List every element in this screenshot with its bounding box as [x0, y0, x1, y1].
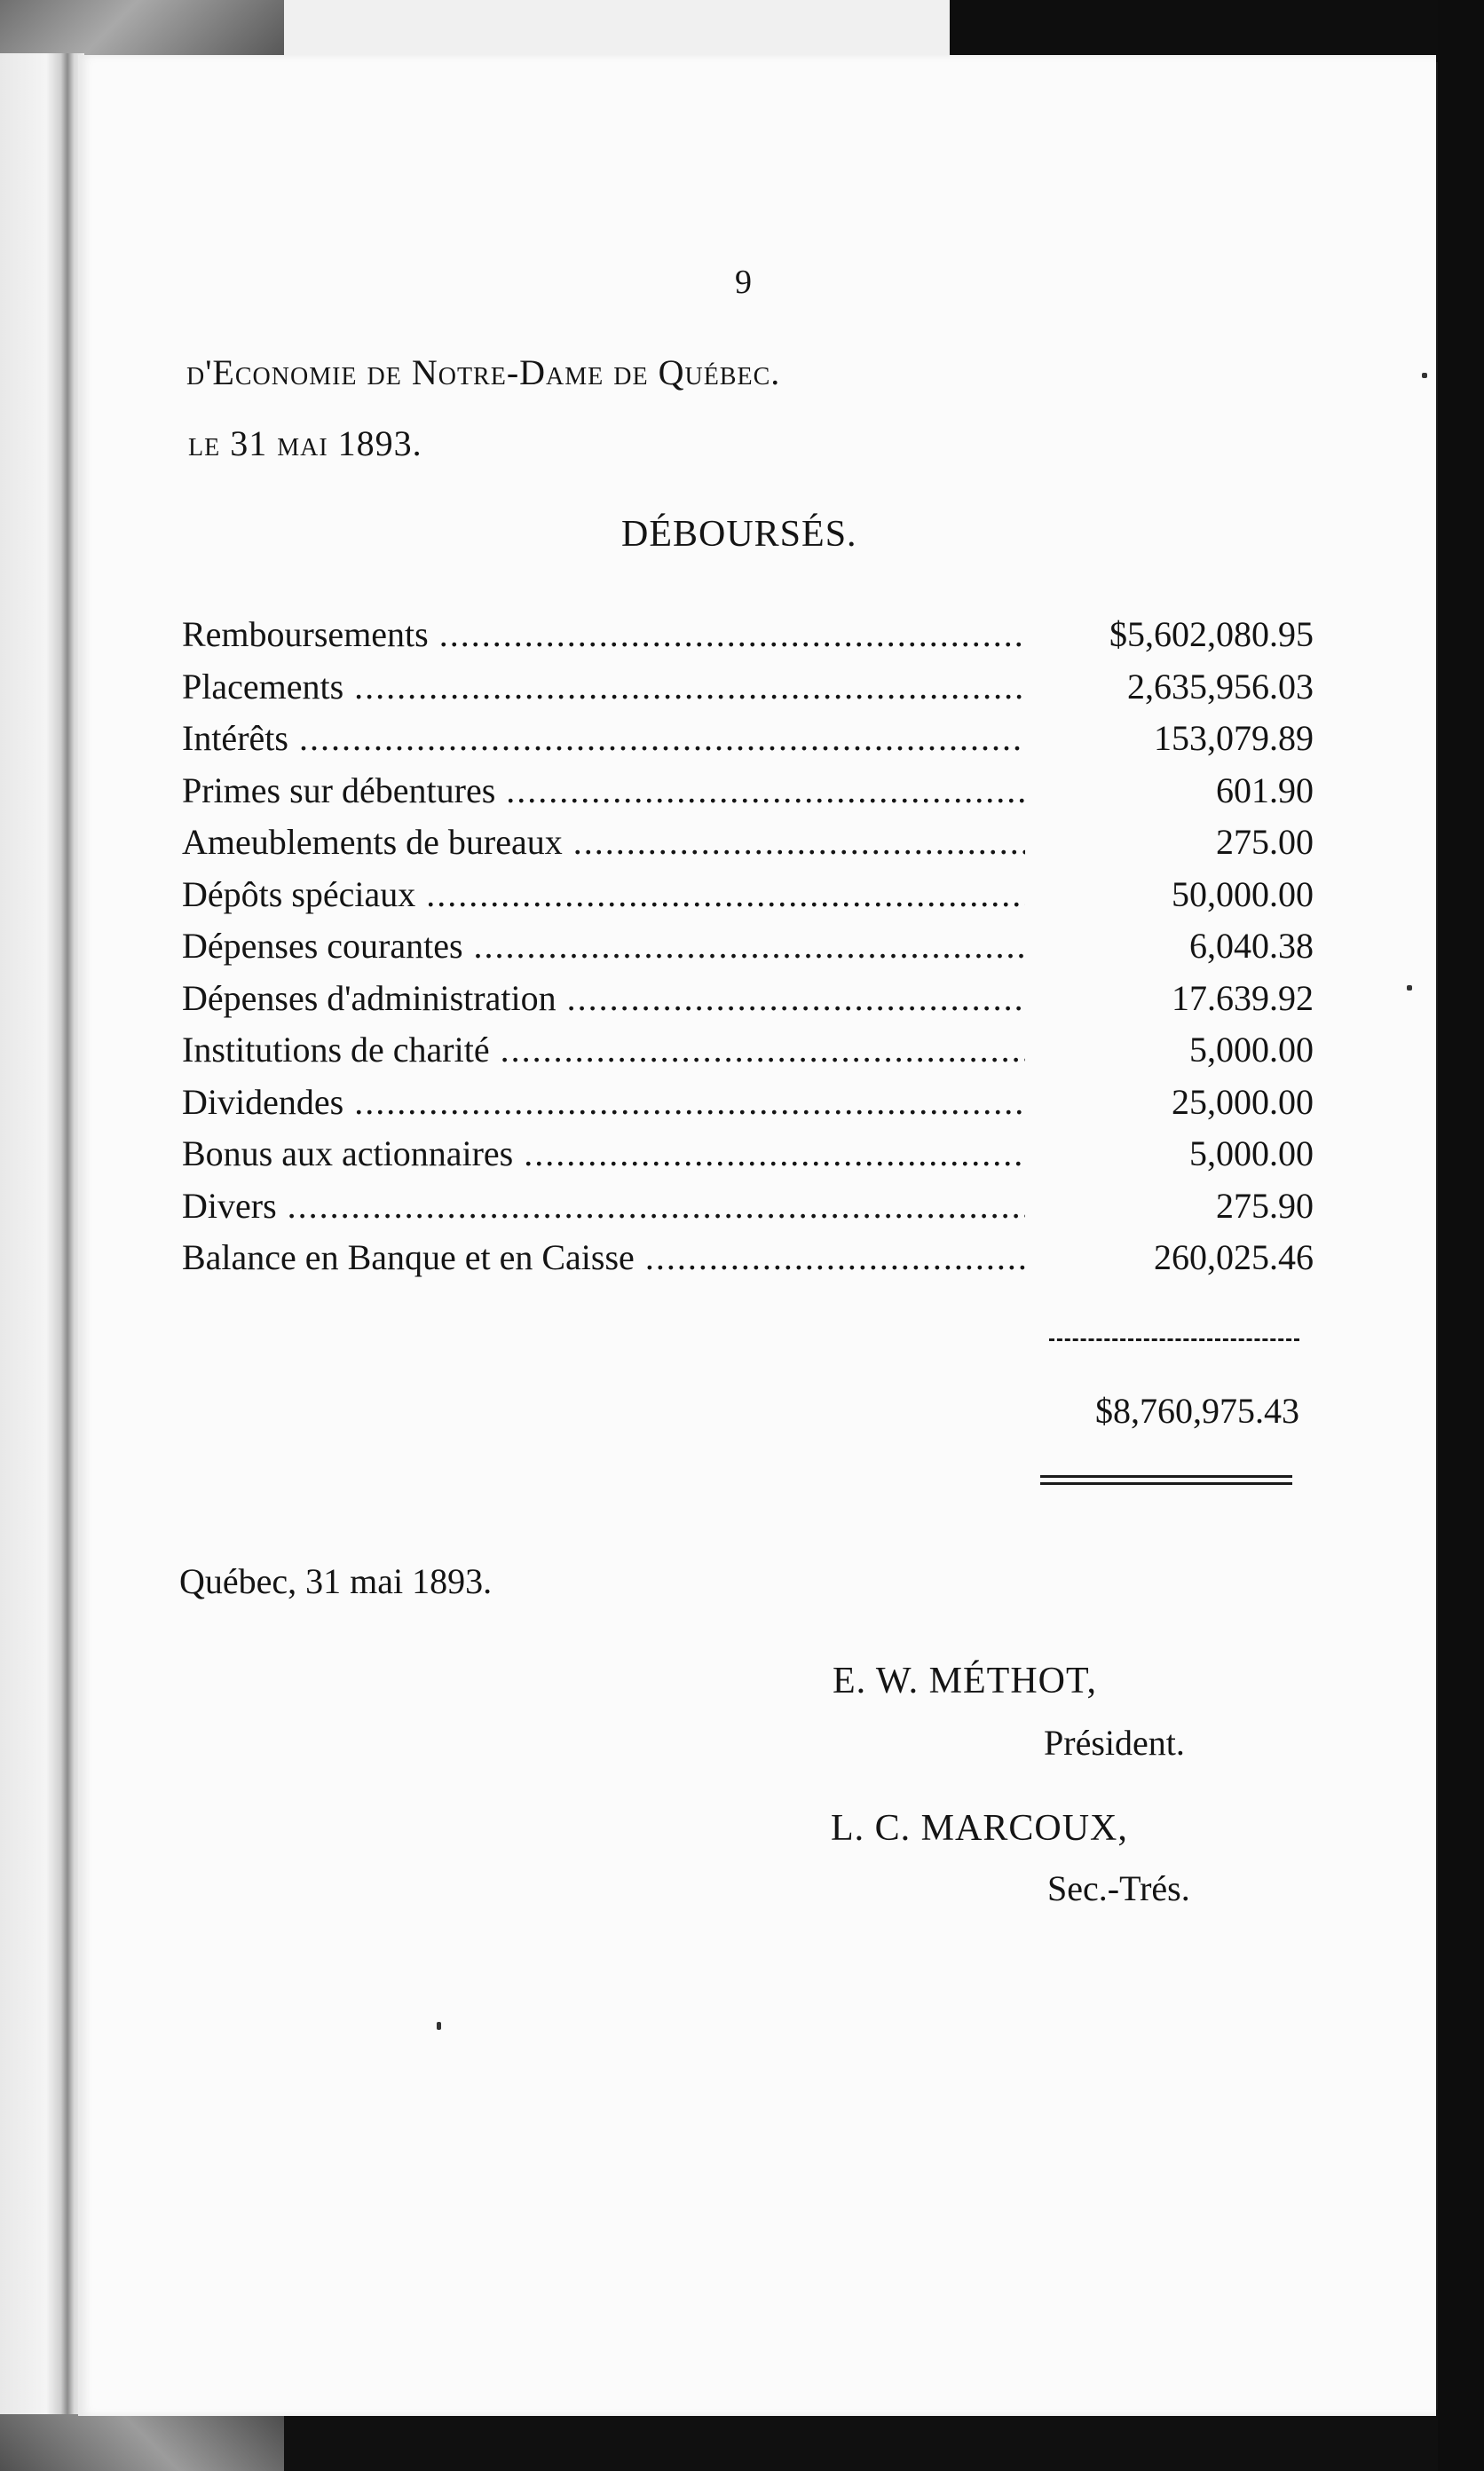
ledger-label: Remboursements ..... — [182, 609, 1025, 661]
ledger-row — [182, 973, 1314, 1025]
ledger-row — [182, 1232, 1314, 1284]
ledger-row — [182, 661, 1314, 714]
ledger-label: Dépenses courantes ..... — [182, 920, 1025, 973]
ledger-label: Bonus aux actionnaires ..... — [182, 1128, 1025, 1180]
ledger-amount: 5,000.00 — [1189, 1030, 1314, 1070]
ledger-amount: 153,079.89 — [1154, 718, 1314, 758]
background-scan-right — [1438, 0, 1484, 2471]
ledger-amount: 50,000.00 — [1172, 873, 1314, 914]
ledger-row — [182, 1077, 1314, 1129]
ledger-row — [182, 765, 1314, 817]
ledger-amount: $5,602,080.95 — [1109, 614, 1314, 654]
signatory-title-president: Président. — [1044, 1723, 1185, 1763]
ledger-amount: 2,635,956.03 — [1127, 666, 1314, 707]
ledger-label: Balance en Banque et en Caisse ..... — [182, 1232, 1025, 1284]
signatory-name-secretary: L. C. MARCOUX, — [831, 1808, 1128, 1849]
ledger-amount: 260,025.46 — [1154, 1237, 1314, 1277]
ledger-amount: 275.00 — [1216, 822, 1314, 862]
ledger-label: Dividendes ..... — [182, 1077, 1025, 1129]
total-double-rule — [1040, 1475, 1292, 1485]
print-speck — [1422, 373, 1427, 378]
ledger-label: Primes sur débentures ..... — [182, 765, 1025, 817]
ledger-row — [182, 1024, 1314, 1077]
background-scan-top — [284, 0, 950, 62]
print-speck — [437, 2022, 441, 2030]
ledger-label: Dépôts spéciaux ..... — [182, 869, 1025, 921]
ledger-row — [182, 1128, 1314, 1180]
ledger-amount: 5,000.00 — [1189, 1133, 1314, 1173]
ledger-row — [182, 920, 1314, 973]
place-date: Québec, 31 mai 1893. — [179, 1561, 493, 1601]
book-binding — [0, 53, 84, 2414]
ledger-label: Ameublements de bureaux ..... — [182, 817, 1025, 869]
ledger-amount: 275.90 — [1216, 1185, 1314, 1226]
background-scan-bottom — [284, 2410, 1438, 2471]
total-amount: $8,760,975.43 — [1095, 1391, 1299, 1431]
sum-rule — [1049, 1338, 1299, 1341]
ledger-row — [182, 1180, 1314, 1233]
signatory-name-president: E. W. MÉTHOT, — [833, 1661, 1098, 1701]
ledger-amount: 601.90 — [1216, 770, 1314, 810]
print-speck — [1407, 985, 1412, 991]
ledger-label: Divers ..... — [182, 1180, 1025, 1233]
ledger-amount: 17.639.92 — [1172, 977, 1314, 1018]
ledger-row — [182, 817, 1314, 869]
signatory-title-secretary: Sec.-Trés. — [1047, 1868, 1190, 1908]
ledger-label: Dépenses d'administration ..... — [182, 973, 1025, 1025]
heading-institution: d'Economie de Notre-Dame de Québec. — [186, 352, 781, 392]
heading-date: le 31 mai 1893. — [188, 423, 422, 463]
ledger-row — [182, 713, 1314, 765]
ledger-amount: 25,000.00 — [1172, 1081, 1314, 1122]
background-scan-top-dark — [950, 0, 1484, 62]
section-title: DÉBOURSÉS. — [621, 514, 857, 555]
disbursements-ledger — [182, 609, 1314, 1284]
ledger-row — [182, 609, 1314, 661]
ledger-amount: 6,040.38 — [1189, 926, 1314, 966]
page-number: 9 — [735, 264, 752, 301]
ledger-row — [182, 869, 1314, 921]
ledger-label: Placements ..... — [182, 661, 1025, 714]
ledger-label: Intérêts ..... — [182, 713, 1025, 765]
ledger-label: Institutions de charité ..... — [182, 1024, 1025, 1077]
